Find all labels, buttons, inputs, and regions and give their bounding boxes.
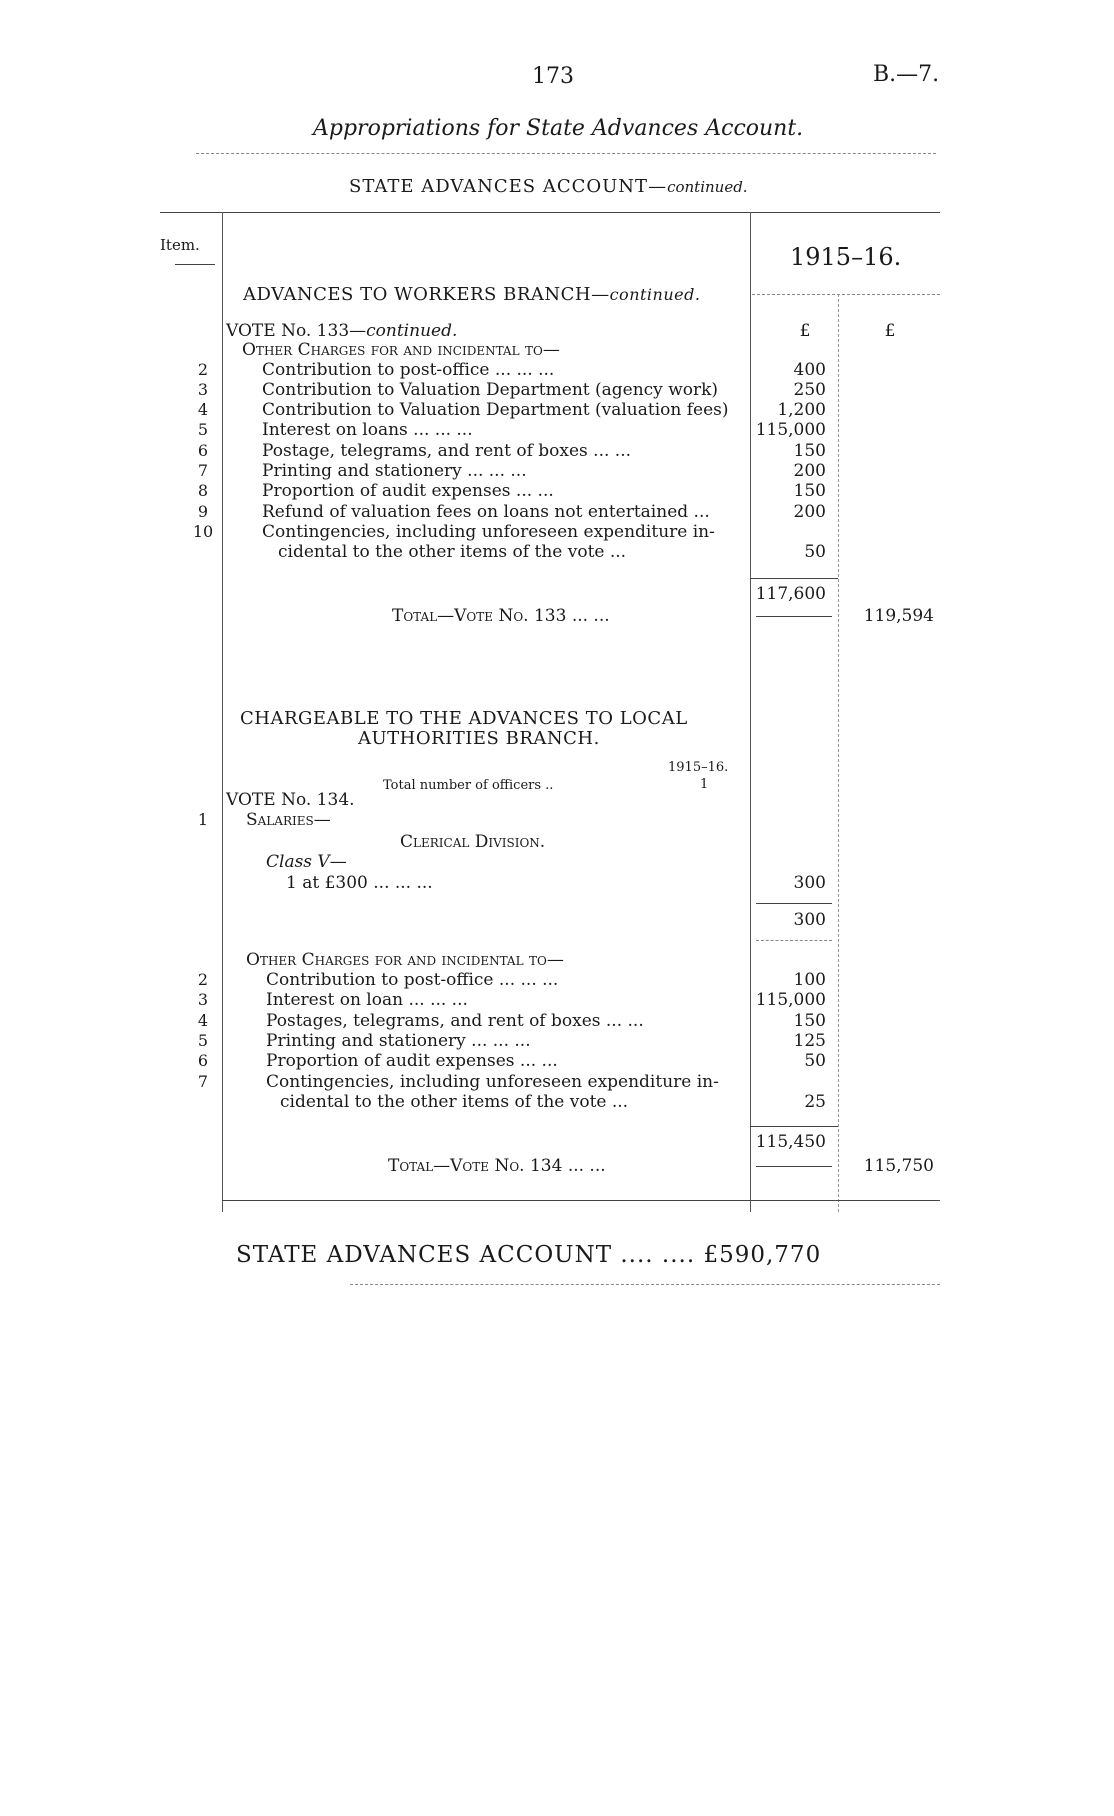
item-amount: 250 — [793, 380, 826, 400]
item-number: 3 — [197, 380, 209, 399]
salaries-heading: Salaries— — [246, 810, 331, 830]
salaries-subtotal: 300 — [793, 910, 826, 930]
vote-133-subtotal: 117,600 — [755, 584, 826, 604]
item-number: 7 — [197, 461, 209, 480]
vote-134-total-label: Total—Vote No. 134 ... ... — [388, 1156, 606, 1176]
local-branch-heading-line1: CHARGEABLE TO THE ADVANCES TO LOCAL — [240, 708, 688, 729]
item-number: 3 — [197, 990, 209, 1009]
vote-133-heading: VOTE No. 133—continued. — [226, 321, 458, 341]
item-number: 5 — [197, 1031, 209, 1050]
item-description: Printing and stationery ... ... ... — [266, 1031, 531, 1051]
pound-symbol-col2: £ — [884, 321, 896, 341]
item-number: 6 — [197, 441, 209, 460]
workers-charges-heading: Other Charges for and incidental to— — [242, 340, 560, 360]
item-description: Refund of valuation fees on loans not entertained ... — [262, 502, 710, 522]
item-description: Contingencies, including unforeseen expenditure in- — [262, 522, 715, 542]
item-number: 2 — [197, 970, 209, 989]
total-column-divider — [838, 294, 839, 1212]
item-number: 1 — [197, 810, 209, 829]
item-number: 4 — [197, 1011, 209, 1030]
item-column-header: Item. — [160, 236, 200, 254]
item-number: 8 — [197, 481, 209, 500]
item-number: 9 — [197, 502, 209, 521]
pound-symbol-col1: £ — [799, 321, 811, 341]
item-amount: 125 — [793, 1031, 826, 1051]
workers-branch-heading: ADVANCES TO WORKERS BRANCH—continued. — [243, 284, 701, 305]
vote-133-total-label: Total—Vote No. 133 ... ... — [392, 606, 610, 626]
item-number: 2 — [197, 360, 209, 379]
item-description: Contingencies, including unforeseen expenditure in- — [266, 1072, 719, 1092]
footer-rule — [350, 1284, 940, 1285]
table-bottom-rule — [222, 1200, 940, 1201]
vote-134-heading: VOTE No. 134. — [226, 790, 355, 810]
item-amount: 400 — [793, 360, 826, 380]
class-label: Class V— — [266, 852, 347, 872]
section-subtitle: STATE ADVANCES ACCOUNT—continued. — [349, 176, 748, 197]
page-title: Appropriations for State Advances Account. — [313, 116, 804, 141]
item-description: Contribution to post-office ... ... ... — [262, 360, 555, 380]
item-amount: 25 — [804, 1092, 826, 1112]
year-column-header: 1915–16. — [790, 243, 902, 271]
officers-count: 1 — [700, 777, 709, 792]
class-line: 1 at £300 ... ... ... — [286, 873, 433, 893]
item-description: Postage, telegrams, and rent of boxes ... ... — [262, 441, 632, 461]
item-description: Contribution to Valuation Department (agency work) — [262, 380, 719, 400]
item-amount: 115,000 — [755, 420, 826, 440]
item-amount: 150 — [793, 1011, 826, 1031]
item-description-cont: cidental to the other items of the vote ... — [280, 1092, 629, 1112]
item-amount: 50 — [804, 1051, 826, 1071]
item-description: Contribution to Valuation Department (valuation fees) — [262, 400, 729, 420]
item-column-divider — [222, 212, 223, 1212]
item-number: 10 — [192, 522, 214, 541]
class-amount: 300 — [793, 873, 826, 893]
total-rule — [756, 616, 832, 617]
item-amount: 150 — [793, 481, 826, 501]
item-amount: 200 — [793, 461, 826, 481]
total-rule — [756, 1166, 832, 1167]
grand-total-line — [236, 1242, 821, 1268]
item-description-cont: cidental to the other items of the vote ... — [278, 542, 627, 562]
local-charges-heading: Other Charges for and incidental to— — [246, 950, 564, 970]
item-number: 4 — [197, 400, 209, 419]
local-branch-heading-line2: AUTHORITIES BRANCH. — [358, 728, 600, 749]
item-header-underline — [175, 264, 215, 265]
title-rule — [196, 153, 936, 154]
item-amount: 100 — [793, 970, 826, 990]
item-description: Postages, telegrams, and rent of boxes ... ... — [266, 1011, 644, 1031]
vote-134-subtotal: 115,450 — [755, 1132, 826, 1152]
item-number: 7 — [197, 1072, 209, 1091]
item-amount: 115,000 — [755, 990, 826, 1010]
table-top-rule — [160, 212, 940, 213]
vote-133-total: 119,594 — [863, 606, 934, 626]
document-reference: B.—7. — [873, 62, 940, 87]
item-amount: 1,200 — [777, 400, 826, 420]
salaries-subtotal-rule — [756, 940, 832, 941]
item-amount: 200 — [793, 502, 826, 522]
item-description: Proportion of audit expenses ... ... — [262, 481, 554, 501]
item-amount: 50 — [804, 542, 826, 562]
grand-total-value: £590,770 — [703, 1242, 822, 1268]
item-description: Proportion of audit expenses ... ... — [266, 1051, 558, 1071]
item-number: 6 — [197, 1051, 209, 1070]
clerical-division-heading: Clerical Division. — [400, 832, 546, 852]
subtotal-rule — [750, 1126, 838, 1127]
item-description: Interest on loan ... ... ... — [266, 990, 468, 1010]
item-number: 5 — [197, 420, 209, 439]
grand-total-label: STATE ADVANCES ACCOUNT .... .... — [236, 1242, 696, 1268]
year-header-rule — [752, 294, 940, 295]
officers-label: Total number of officers .. — [383, 778, 554, 793]
item-description: Contribution to post-office ... ... ... — [266, 970, 559, 990]
salaries-rule — [756, 903, 832, 904]
item-amount: 150 — [793, 441, 826, 461]
vote-134-total: 115,750 — [863, 1156, 934, 1176]
subtotal-rule — [750, 578, 838, 579]
item-description: Printing and stationery ... ... ... — [262, 461, 527, 481]
officers-year: 1915–16. — [668, 760, 729, 775]
item-description: Interest on loans ... ... ... — [262, 420, 473, 440]
page-number: 173 — [532, 64, 574, 89]
